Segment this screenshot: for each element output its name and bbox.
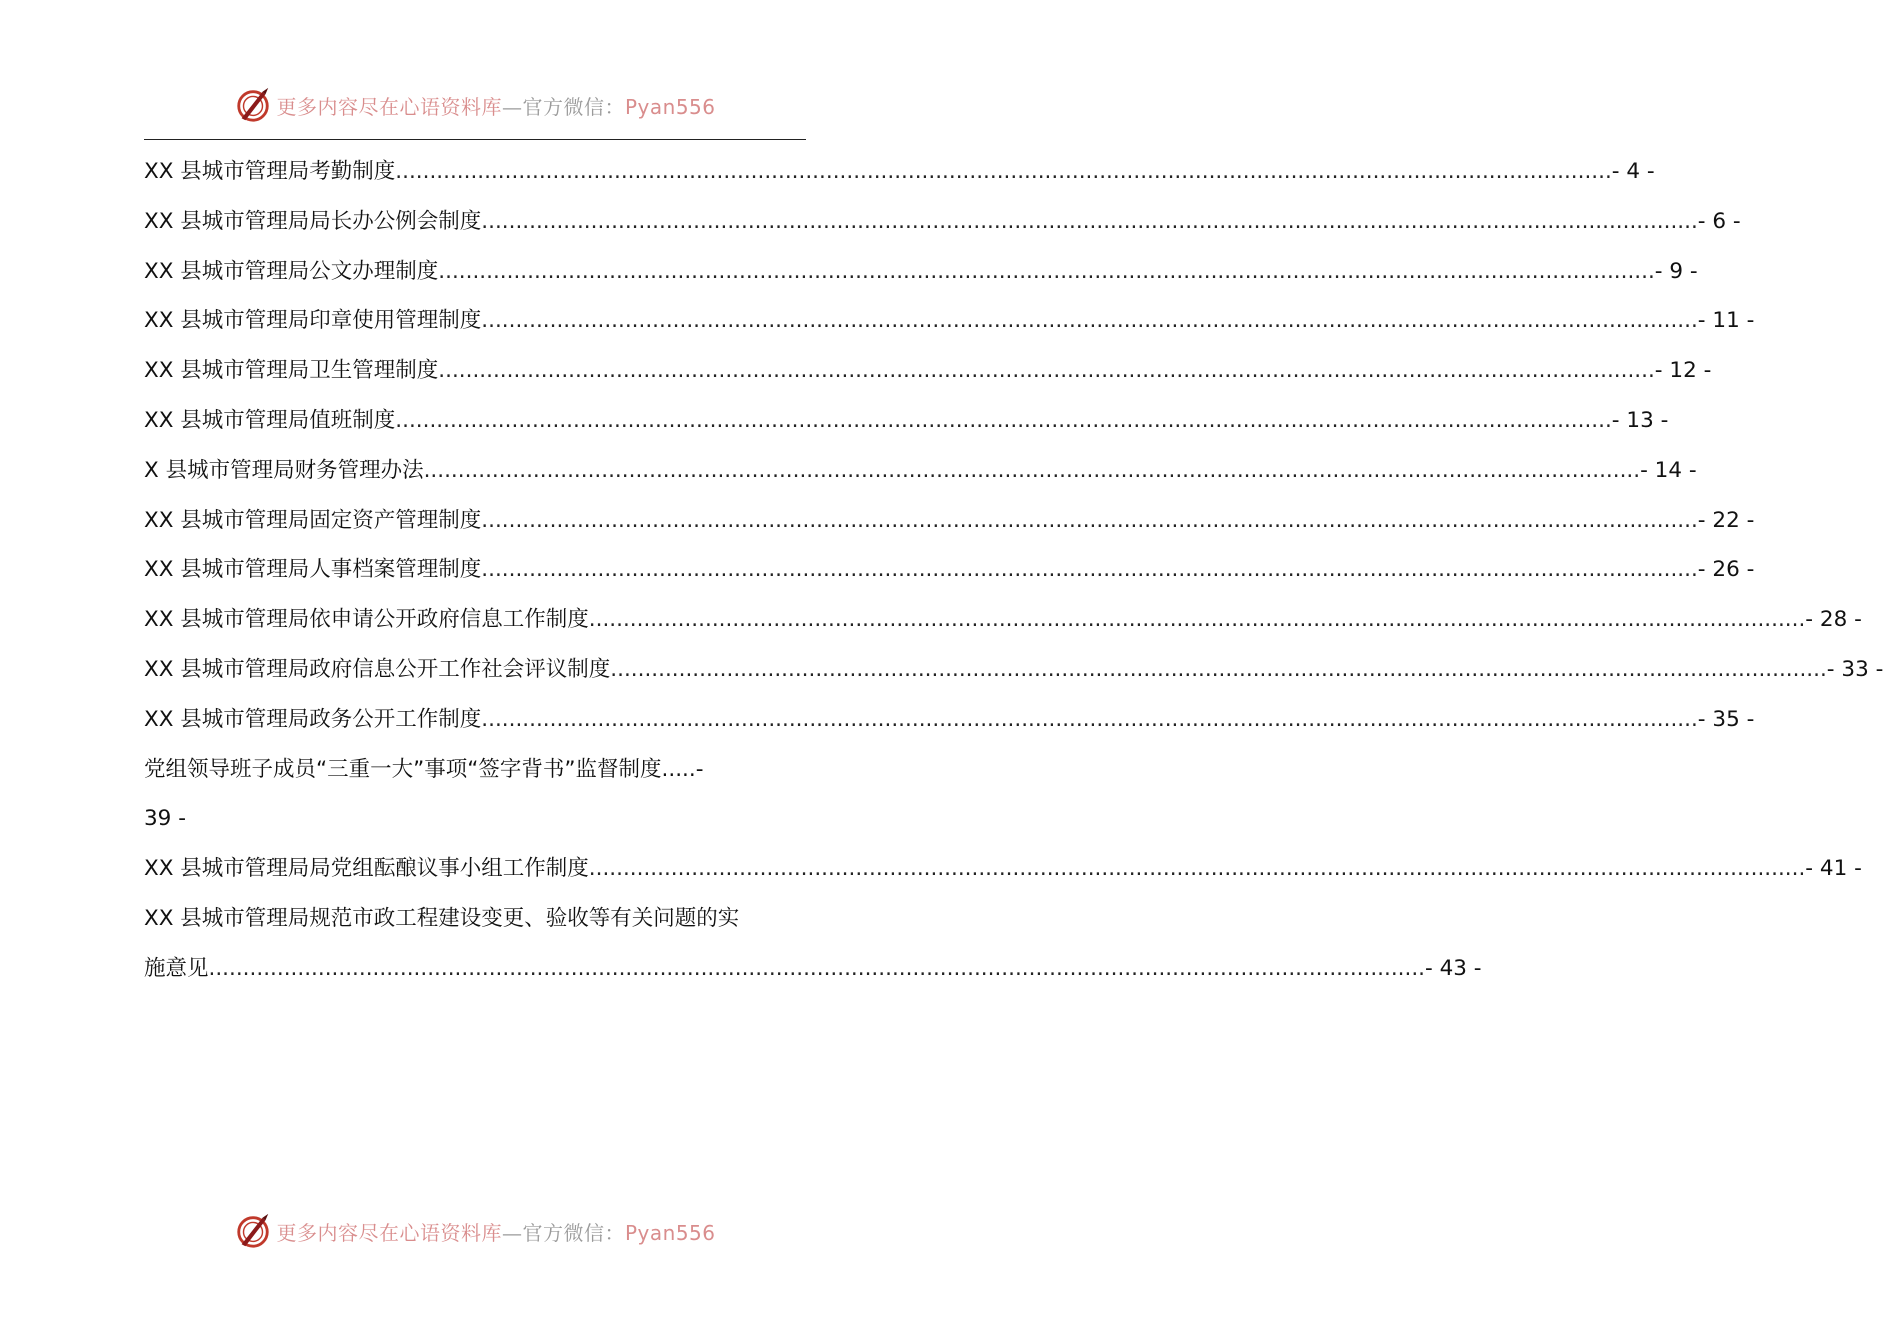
- toc-entry[interactable]: X 县城市管理局财务管理办法 .................................................................................................................................................................................. - 14 -: [144, 446, 806, 496]
- toc-entry[interactable]: XX 县城市管理局政务公开工作制度 .................................................................................................................................................................................. - 35 -: [144, 695, 806, 745]
- toc-entry[interactable]: XX 县城市管理局依申请公开政府信息工作制度 .................................................................................................................................................................................. - 28 -: [144, 595, 806, 645]
- toc-entry[interactable]: XX 县城市管理局固定资产管理制度 .................................................................................................................................................................................. - 22 -: [144, 496, 806, 546]
- quill-logo-icon: [234, 1212, 272, 1250]
- leader-dots: ..................................................................................................................................................................................: [610, 656, 1827, 682]
- toc-entry[interactable]: XX 县城市管理局公文办理制度 .................................................................................................................................................................................. - 9 -: [144, 247, 806, 297]
- header-watermark-text: 更多内容尽在心语资料库—官方微信：Pyan556: [276, 94, 716, 119]
- quill-logo-icon: [234, 86, 272, 124]
- toc-entry-page: 39 -: [144, 806, 186, 832]
- toc-entry[interactable]: XX 县城市管理局政府信息公开工作社会评议制度 .................................................................................................................................................................................. - 33 -: [144, 645, 806, 695]
- toc-entry[interactable]: XX 县城市管理局局党组酝酿议事小组工作制度 .................................................................................................................................................................................. - 41 -: [144, 844, 806, 894]
- toc-entry[interactable]: [144, 745, 806, 845]
- leader-dots: ..................................................................................................................................................................................: [481, 706, 1698, 732]
- leader-dots: ..................................................................................................................................................................................: [481, 507, 1698, 533]
- header-divider: [144, 139, 806, 140]
- leader-dots: ..................................................................................................................................................................................: [588, 856, 1806, 882]
- leader-dots: ..................................................................................................................................................................................: [423, 457, 1641, 483]
- leader-dots: ..................................................................................................................................................................................: [438, 258, 1655, 284]
- toc-entry[interactable]: XX 县城市管理局卫生管理制度 .................................................................................................................................................................................. - 12 -: [144, 346, 806, 396]
- leader-dots: ..................................................................................................................................................................................: [481, 557, 1698, 583]
- leader-dots: ..................................................................................................................................................................................: [481, 308, 1698, 334]
- toc-entry[interactable]: XX 县城市管理局局长办公例会制度 .................................................................................................................................................................................. - 6 -: [144, 197, 806, 247]
- leader-dots: ..................................................................................................................................................................................: [588, 607, 1806, 633]
- header-watermark: [0, 80, 950, 130]
- toc-entry[interactable]: XX 县城市管理局值班制度 .................................................................................................................................................................................. - 13 -: [144, 396, 806, 446]
- toc-entry-line: 党组领导班子成员“三重一大”事项“签字背书”监督制度.....-: [144, 756, 704, 782]
- leader-dots: ..................................................................................................................................................................................: [438, 358, 1655, 384]
- footer-watermark: [0, 1206, 950, 1256]
- leader-dots: ..................................................................................................................................................................................: [481, 208, 1698, 234]
- toc-entry-line: XX 县城市管理局规范市政工程建设变更、验收等有关问题的实: [144, 905, 740, 931]
- toc-entry[interactable]: XX 县城市管理局印章使用管理制度 .................................................................................................................................................................................. - 11 -: [144, 296, 806, 346]
- toc-entry[interactable]: XX 县城市管理局考勤制度 .................................................................................................................................................................................. - 4 -: [144, 147, 806, 197]
- table-of-contents: [144, 147, 1883, 994]
- toc-entry[interactable]: XX 县城市管理局人事档案管理制度 .................................................................................................................................................................................. - 26 -: [144, 545, 806, 595]
- leader-dots: ..................................................................................................................................................................................: [208, 955, 1426, 981]
- toc-entry[interactable]: [144, 894, 1482, 994]
- toc-entry-continuation: 施意见 .................................................................................................................................................................................. - 43 -: [144, 944, 806, 994]
- leader-dots: ..................................................................................................................................................................................: [395, 407, 1612, 433]
- footer-watermark-text: 更多内容尽在心语资料库—官方微信：Pyan556: [276, 1220, 716, 1245]
- leader-dots: ..................................................................................................................................................................................: [395, 159, 1612, 184]
